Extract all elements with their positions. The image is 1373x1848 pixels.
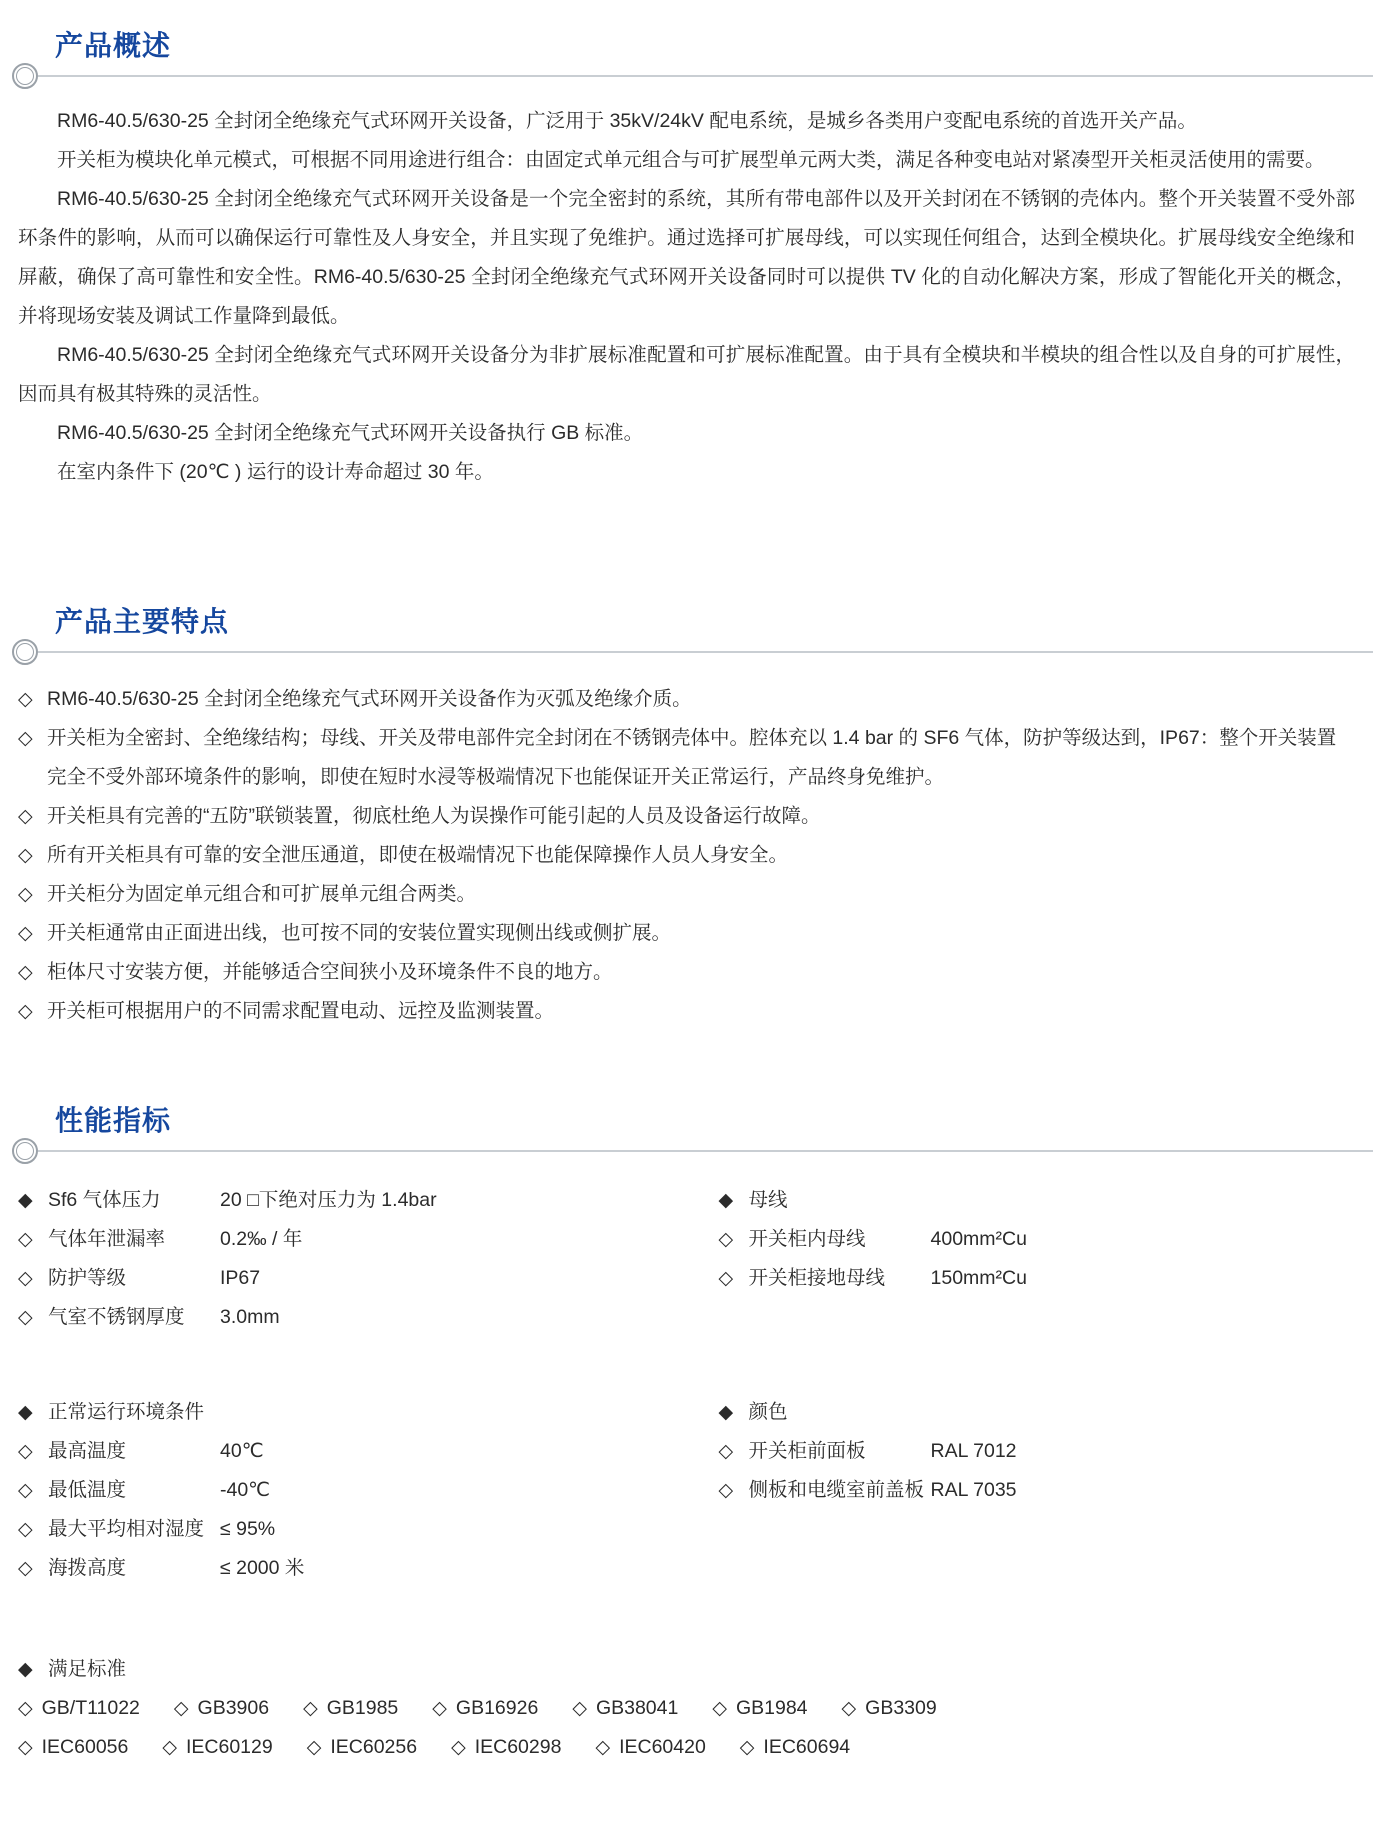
diamond-icon: ◇	[718, 1441, 734, 1462]
section-header	[0, 1099, 1373, 1167]
feature-text: 开关柜通常由正面进出线，也可按不同的安装位置实现侧出线或侧扩展。	[47, 922, 672, 944]
diamond-icon: ◇	[712, 1698, 727, 1719]
feature-text: 开关柜可根据用户的不同需求配置电动、远控及监测装置。	[47, 1000, 555, 1022]
spec-value: IP67	[220, 1267, 261, 1289]
spec-group-environment	[18, 1393, 687, 1588]
standard-label: GB1984	[735, 1697, 808, 1719]
feature-item	[18, 953, 1355, 992]
spec-label: 最低温度	[48, 1479, 127, 1501]
diamond-icon: ◆	[18, 1402, 33, 1423]
spec-value: 40℃	[220, 1440, 264, 1462]
spec-group-busbar	[687, 1181, 1356, 1337]
spec-label: Sf6 气体压力	[48, 1189, 161, 1211]
paragraph: RM6-40.5/630-25 全封闭全绝缘充气式环网开关设备分为非扩展标准配置和可扩展标准配置。由于具有全模块和半模块的组合性以及自身的可扩展性，因而具有极其特殊的灵活性。	[18, 344, 1355, 405]
standard-label: GB1985	[326, 1697, 399, 1719]
spec-value: ≤ 95%	[220, 1518, 276, 1540]
spec-row	[719, 1181, 1356, 1220]
spec-label: 最高温度	[48, 1440, 127, 1462]
standard-item	[18, 1728, 128, 1767]
spec-row	[719, 1432, 1356, 1471]
diamond-icon: ◇	[595, 1737, 611, 1758]
standard-label: IEC60694	[763, 1736, 851, 1758]
standard-item	[307, 1728, 417, 1767]
spec-label: 气体年泄漏率	[48, 1228, 166, 1250]
ring-icon	[12, 63, 38, 89]
standard-item	[174, 1689, 269, 1728]
standard-item	[303, 1689, 398, 1728]
standard-label: IEC60298	[474, 1736, 562, 1758]
feature-item	[18, 836, 1355, 875]
feature-item	[18, 992, 1355, 1031]
spec-row	[18, 1220, 687, 1259]
diamond-icon: ◇	[18, 1519, 33, 1540]
ring-icon	[12, 1138, 38, 1164]
standards-row-iec	[18, 1728, 1355, 1767]
section-title-features: 产品主要特点	[55, 606, 230, 637]
spec-label: 颜色	[748, 1401, 788, 1423]
diamond-icon: ◇	[18, 1268, 33, 1289]
spec-value: -40℃	[220, 1479, 271, 1501]
diamond-icon: ◆	[18, 1190, 33, 1211]
diamond-icon: ◇	[718, 1480, 734, 1501]
standard-item	[595, 1728, 705, 1767]
diamond-icon: ◇	[173, 1698, 189, 1719]
diamond-icon: ◇	[718, 1229, 734, 1250]
diamond-icon: ◇	[18, 728, 33, 749]
feature-text: 开关柜分为固定单元组合和可扩展单元组合两类。	[47, 883, 477, 905]
feature-item	[18, 680, 1355, 719]
diamond-icon: ◇	[306, 1737, 322, 1758]
section-rule	[0, 60, 1373, 92]
standard-item	[712, 1689, 807, 1728]
diamond-icon: ◇	[18, 1441, 33, 1462]
section-specs	[0, 1099, 1373, 1767]
ring-icon	[12, 639, 38, 665]
diamond-icon: ◆	[18, 1659, 33, 1680]
feature-item	[18, 797, 1355, 836]
paragraph: 开关柜为模块化单元模式，可根据不同用途进行组合：由固定式单元组合与可扩展型单元两大类，满足各种变电站对紧凑型开关柜灵活使用的需要。	[57, 149, 1325, 171]
diamond-icon: ◇	[451, 1737, 466, 1758]
section-header	[0, 24, 1373, 92]
spec-label: 海拨高度	[48, 1557, 127, 1579]
spec-row	[18, 1393, 687, 1432]
standard-label: GB3906	[197, 1697, 270, 1719]
diamond-icon: ◇	[303, 1698, 318, 1719]
standard-item	[432, 1689, 538, 1728]
standard-item	[572, 1689, 678, 1728]
spec-value: 150mm²Cu	[930, 1267, 1027, 1289]
spec-value: 400mm²Cu	[930, 1228, 1027, 1250]
spec-band-top	[18, 1181, 1355, 1337]
standard-label: GB3309	[865, 1697, 937, 1719]
standard-label: GB/T11022	[41, 1697, 140, 1719]
spec-row	[18, 1181, 687, 1220]
paragraph: 在室内条件下 (20℃ ) 运行的设计寿命超过 30 年。	[57, 461, 494, 483]
feature-item	[18, 914, 1355, 953]
feature-list	[18, 680, 1355, 1031]
spec-row	[18, 1549, 687, 1588]
diamond-icon: ◇	[18, 1229, 33, 1250]
spec-row	[18, 1432, 687, 1471]
standards-heading: 满足标准	[48, 1658, 127, 1680]
spec-label: 侧板和电缆室前盖板	[748, 1479, 925, 1501]
spec-label: 气室不锈钢厚度	[48, 1306, 185, 1328]
feature-text: RM6-40.5/630-25 全封闭全绝缘充气式环网开关设备作为灭弧及绝缘介质。	[47, 688, 692, 710]
standards-block	[18, 1650, 1355, 1767]
spec-group-color	[687, 1393, 1356, 1588]
standard-label: GB38041	[595, 1697, 679, 1719]
spec-label: 正常运行环境条件	[48, 1401, 205, 1423]
diamond-icon: ◇	[841, 1698, 857, 1719]
feature-text: 开关柜具有完善的“五防”联锁装置，彻底杜绝人为误操作可能引起的人员及设备运行故障。	[47, 805, 821, 827]
section-header	[0, 600, 1373, 668]
standard-item	[451, 1728, 561, 1767]
spec-value: RAL 7035	[930, 1479, 1017, 1501]
diamond-icon: ◇	[18, 962, 33, 983]
standard-label: GB16926	[455, 1697, 539, 1719]
section-features	[0, 600, 1373, 1031]
standard-label: IEC60056	[41, 1736, 129, 1758]
standards-heading-row	[18, 1650, 1355, 1689]
spec-value: 0.2‰ / 年	[220, 1228, 303, 1250]
feature-text: 所有开关柜具有可靠的安全泄压通道，即使在极端情况下也能保障操作人员人身安全。	[47, 844, 789, 866]
spec-label: 开关柜内母线	[748, 1228, 866, 1250]
spec-value: RAL 7012	[930, 1440, 1017, 1462]
spec-row	[719, 1393, 1356, 1432]
paragraph: RM6-40.5/630-25 全封闭全绝缘充气式环网开关设备执行 GB 标准。	[57, 422, 644, 444]
diamond-icon: ◇	[18, 689, 33, 710]
diamond-icon: ◇	[18, 806, 33, 827]
diamond-icon: ◇	[18, 884, 33, 905]
standard-item	[842, 1689, 937, 1728]
standard-label: IEC60129	[185, 1736, 273, 1758]
section-title-specs: 性能指标	[55, 1105, 172, 1136]
diamond-icon: ◆	[718, 1402, 734, 1423]
diamond-icon: ◇	[18, 923, 33, 944]
diamond-icon: ◇	[739, 1737, 755, 1758]
spec-label: 开关柜前面板	[748, 1440, 866, 1462]
standard-label: IEC60256	[330, 1736, 418, 1758]
rule-line	[38, 651, 1373, 653]
spec-row	[18, 1510, 687, 1549]
section-title-overview: 产品概述	[55, 30, 172, 61]
spec-label: 防护等级	[48, 1267, 127, 1289]
section-rule	[0, 636, 1373, 668]
feature-text: 开关柜为全密封、全绝缘结构；母线、开关及带电部件完全封闭在不锈钢壳体中。腔体充以 1.4 bar 的 SF6 气体，防护等级达到，IP67：整个开关装置完全不受外部环境条件的影响，即使在短时水浸等极端情况下也能保证开关正常运行，产品终身免维护。	[47, 727, 1337, 788]
spec-row	[719, 1220, 1356, 1259]
section-overview	[0, 24, 1373, 492]
spec-band-mid	[18, 1393, 1355, 1588]
spec-row	[719, 1471, 1356, 1510]
standards-row-gb	[18, 1689, 1355, 1728]
standard-item	[162, 1728, 272, 1767]
feature-item	[18, 719, 1355, 797]
overview-paragraphs	[18, 102, 1355, 492]
standard-item	[18, 1689, 140, 1728]
diamond-icon: ◇	[162, 1737, 177, 1758]
diamond-icon: ◇	[18, 1737, 33, 1758]
spec-group-gas	[18, 1181, 687, 1337]
diamond-icon: ◇	[718, 1268, 734, 1289]
diamond-icon: ◆	[718, 1190, 734, 1211]
diamond-icon: ◇	[18, 1558, 33, 1579]
spec-label: 最大平均相对湿度	[48, 1518, 205, 1540]
diamond-icon: ◇	[18, 1307, 33, 1328]
section-rule	[0, 1135, 1373, 1167]
spec-label: 开关柜接地母线	[748, 1267, 886, 1289]
spec-value: 20 □下绝对压力为 1.4bar	[220, 1189, 437, 1211]
paragraph: RM6-40.5/630-25 全封闭全绝缘充气式环网开关设备是一个完全密封的系统，其所有带电部件以及开关封闭在不锈钢的壳体内。整个开关装置不受外部环条件的影响，从而可以确保运行可靠性及人身安全，并且实现了免维护。通过选择可扩展母线，可以实现任何组合，达到全模块化。扩展母线安全绝缘和屏蔽，确保了高可靠性和安全性。RM6-40.5/630-25 全封闭全绝缘充气式环网开关设备同时可以提供 TV 化的自动化解决方案，形成了智能化开关的概念，并将现场安装及调试工作量降到最低。	[18, 188, 1355, 327]
spec-row	[18, 1298, 687, 1337]
spec-value: ≤ 2000 米	[220, 1557, 305, 1579]
diamond-icon: ◇	[18, 1480, 33, 1501]
standard-item	[740, 1728, 850, 1767]
paragraph: RM6-40.5/630-25 全封闭全绝缘充气式环网开关设备，广泛用于 35kV/24kV 配电系统，是城乡各类用户变配电系统的首选开关产品。	[57, 110, 1197, 132]
standard-label: IEC60420	[619, 1736, 706, 1758]
spec-label: 母线	[748, 1189, 788, 1211]
diamond-icon: ◇	[18, 1698, 33, 1719]
diamond-icon: ◇	[18, 1001, 33, 1022]
spec-row	[18, 1259, 687, 1298]
diamond-icon: ◇	[432, 1698, 447, 1719]
diamond-icon: ◇	[572, 1698, 587, 1719]
rule-line	[38, 75, 1373, 77]
feature-text: 柜体尺寸安装方便，并能够适合空间狭小及环境条件不良的地方。	[47, 961, 613, 983]
rule-line	[38, 1150, 1373, 1152]
feature-item	[18, 875, 1355, 914]
spec-row	[719, 1259, 1356, 1298]
spec-value: 3.0mm	[220, 1306, 280, 1328]
diamond-icon: ◇	[18, 845, 33, 866]
spec-row	[18, 1471, 687, 1510]
